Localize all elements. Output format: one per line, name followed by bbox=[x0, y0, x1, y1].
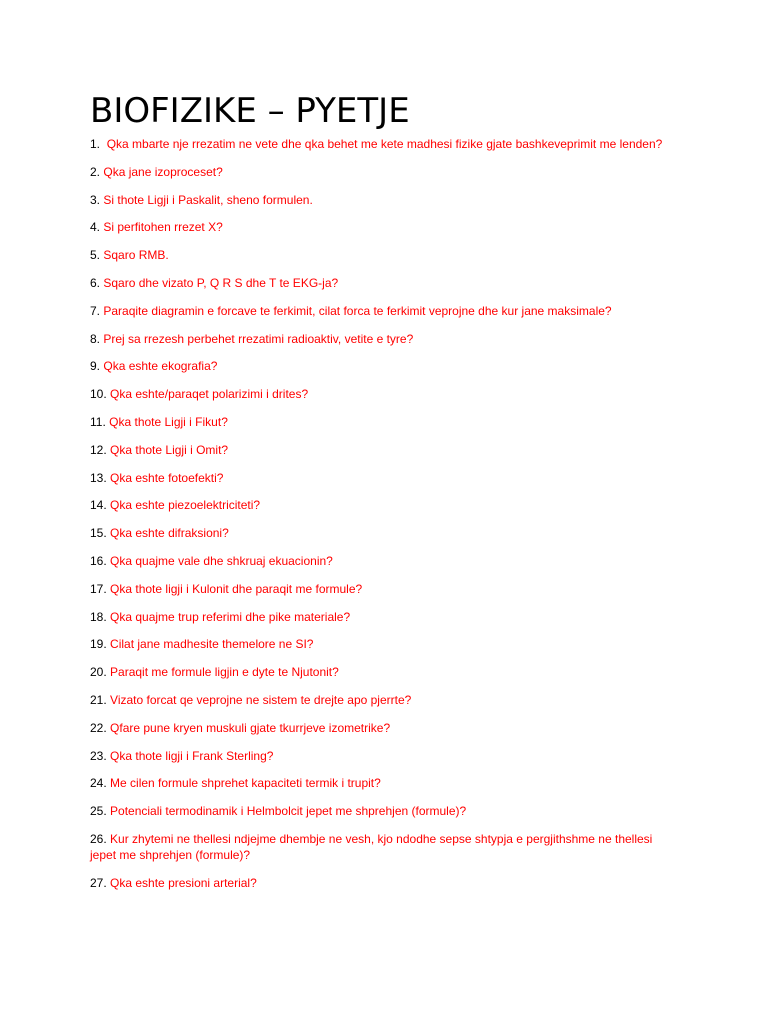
question-text: Sqaro RMB. bbox=[103, 248, 169, 263]
question-item bbox=[90, 497, 670, 513]
question-text: Qka eshte presioni arterial? bbox=[110, 875, 257, 890]
question-item bbox=[90, 136, 670, 152]
question-number: 16. bbox=[90, 553, 107, 568]
question-item bbox=[90, 192, 670, 208]
question-text: Qka quajme trup referimi dhe pike materiale? bbox=[110, 609, 351, 624]
question-number: 2. bbox=[90, 164, 101, 179]
question-number: 3. bbox=[90, 192, 101, 207]
question-number: 7. bbox=[90, 303, 101, 318]
question-item bbox=[90, 358, 670, 374]
question-text: Qka quajme vale dhe shkruaj ekuacionin? bbox=[110, 553, 333, 568]
question-number: 13. bbox=[90, 470, 107, 485]
question-number: 26. bbox=[90, 831, 107, 846]
question-text: Si thote Ligji i Paskalit, sheno formulen. bbox=[103, 192, 313, 207]
question-number: 12. bbox=[90, 442, 107, 457]
question-text: Sqaro dhe vizato P, Q R S dhe T te EKG-ja? bbox=[103, 275, 339, 290]
question-number: 25. bbox=[90, 804, 107, 819]
question-number: 17. bbox=[90, 581, 107, 596]
question-item bbox=[90, 414, 670, 430]
question-item bbox=[90, 275, 670, 291]
question-number: 9. bbox=[90, 359, 101, 374]
question-number: 24. bbox=[90, 776, 107, 791]
question-text: Qka eshte ekografia? bbox=[103, 359, 218, 374]
question-number: 10. bbox=[90, 387, 107, 402]
question-number: 4. bbox=[90, 220, 101, 235]
question-item bbox=[90, 775, 670, 791]
question-item bbox=[90, 303, 670, 319]
question-item bbox=[90, 442, 670, 458]
question-text: Qfare pune kryen muskuli gjate tkurrjeve izometrike? bbox=[110, 720, 391, 735]
question-text: Me cilen formule shprehet kapaciteti termik i trupit? bbox=[110, 776, 381, 791]
question-number: 5. bbox=[90, 248, 101, 263]
question-list bbox=[90, 136, 670, 891]
question-item bbox=[90, 331, 670, 347]
question-text: Qka eshte/paraqet polarizimi i drites? bbox=[110, 387, 309, 402]
document-title: BIOFIZIKE – PYETJE bbox=[90, 91, 410, 131]
question-text: Paraqite diagramin e forcave te ferkimit, cilat forca te ferkimit veprojne dhe kur jane maksimale? bbox=[103, 303, 612, 318]
question-item bbox=[90, 219, 670, 235]
question-text: Qka jane izoproceset? bbox=[103, 164, 223, 179]
question-text: Qka mbarte nje rrezatim ne vete dhe qka behet me kete madhesi fizike gjate bashkeveprimit me lenden? bbox=[106, 137, 663, 151]
question-number: 8. bbox=[90, 331, 101, 346]
question-number: 15. bbox=[90, 526, 107, 541]
question-text: Qka eshte difraksioni? bbox=[110, 526, 229, 541]
question-number: 19. bbox=[90, 637, 107, 652]
question-text: Cilat jane madhesite themelore ne SI? bbox=[110, 637, 314, 652]
question-item bbox=[90, 875, 670, 891]
question-number: 27. bbox=[90, 875, 107, 890]
question-text: Potenciali termodinamik i Helmbolcit jepet me shprehjen (formule)? bbox=[110, 804, 467, 819]
question-text: Qka thote ligji i Frank Sterling? bbox=[110, 748, 274, 763]
question-item bbox=[90, 525, 670, 541]
question-text: Qka thote Ligji i Omit? bbox=[110, 442, 229, 457]
question-text: Qka thote Ligji i Fikut? bbox=[109, 414, 228, 429]
question-item bbox=[90, 247, 670, 263]
question-number: 21. bbox=[90, 692, 107, 707]
question-text: Paraqit me formule ligjin e dyte te Njutonit? bbox=[110, 665, 339, 680]
question-number: 18. bbox=[90, 609, 107, 624]
question-item bbox=[90, 831, 670, 863]
question-item bbox=[90, 636, 670, 652]
question-item bbox=[90, 748, 670, 764]
question-number: 23. bbox=[90, 748, 107, 763]
question-number: 14. bbox=[90, 498, 107, 513]
question-item bbox=[90, 609, 670, 625]
question-number: 20. bbox=[90, 665, 107, 680]
question-item bbox=[90, 720, 670, 736]
question-number: 22. bbox=[90, 720, 107, 735]
question-item bbox=[90, 581, 670, 597]
question-item bbox=[90, 803, 670, 819]
question-text: Qka eshte fotoefekti? bbox=[110, 470, 224, 485]
question-item bbox=[90, 692, 670, 708]
question-item bbox=[90, 553, 670, 569]
question-item bbox=[90, 164, 670, 180]
question-number: 1. bbox=[90, 137, 101, 151]
question-number: 11. bbox=[90, 414, 106, 429]
question-text: Qka thote ligji i Kulonit dhe paraqit me formule? bbox=[110, 581, 363, 596]
question-text: Kur zhytemi ne thellesi ndjejme dhembje ne vesh, kjo ndodhe sepse shtypja e pergjithshme ne thellesi jepet me shprehjen (formule)? bbox=[90, 831, 653, 862]
document-page bbox=[90, 90, 670, 903]
question-text: Prej sa rrezesh perbehet rrezatimi radioaktiv, vetite e tyre? bbox=[103, 331, 414, 346]
question-item bbox=[90, 386, 670, 402]
question-item bbox=[90, 470, 670, 486]
question-item bbox=[90, 664, 670, 680]
question-number: 6. bbox=[90, 275, 101, 290]
question-text: Si perfitohen rrezet X? bbox=[103, 220, 223, 235]
question-text: Qka eshte piezoelektriciteti? bbox=[110, 498, 261, 513]
question-text: Vizato forcat qe veprojne ne sistem te drejte apo pjerrte? bbox=[110, 692, 412, 707]
